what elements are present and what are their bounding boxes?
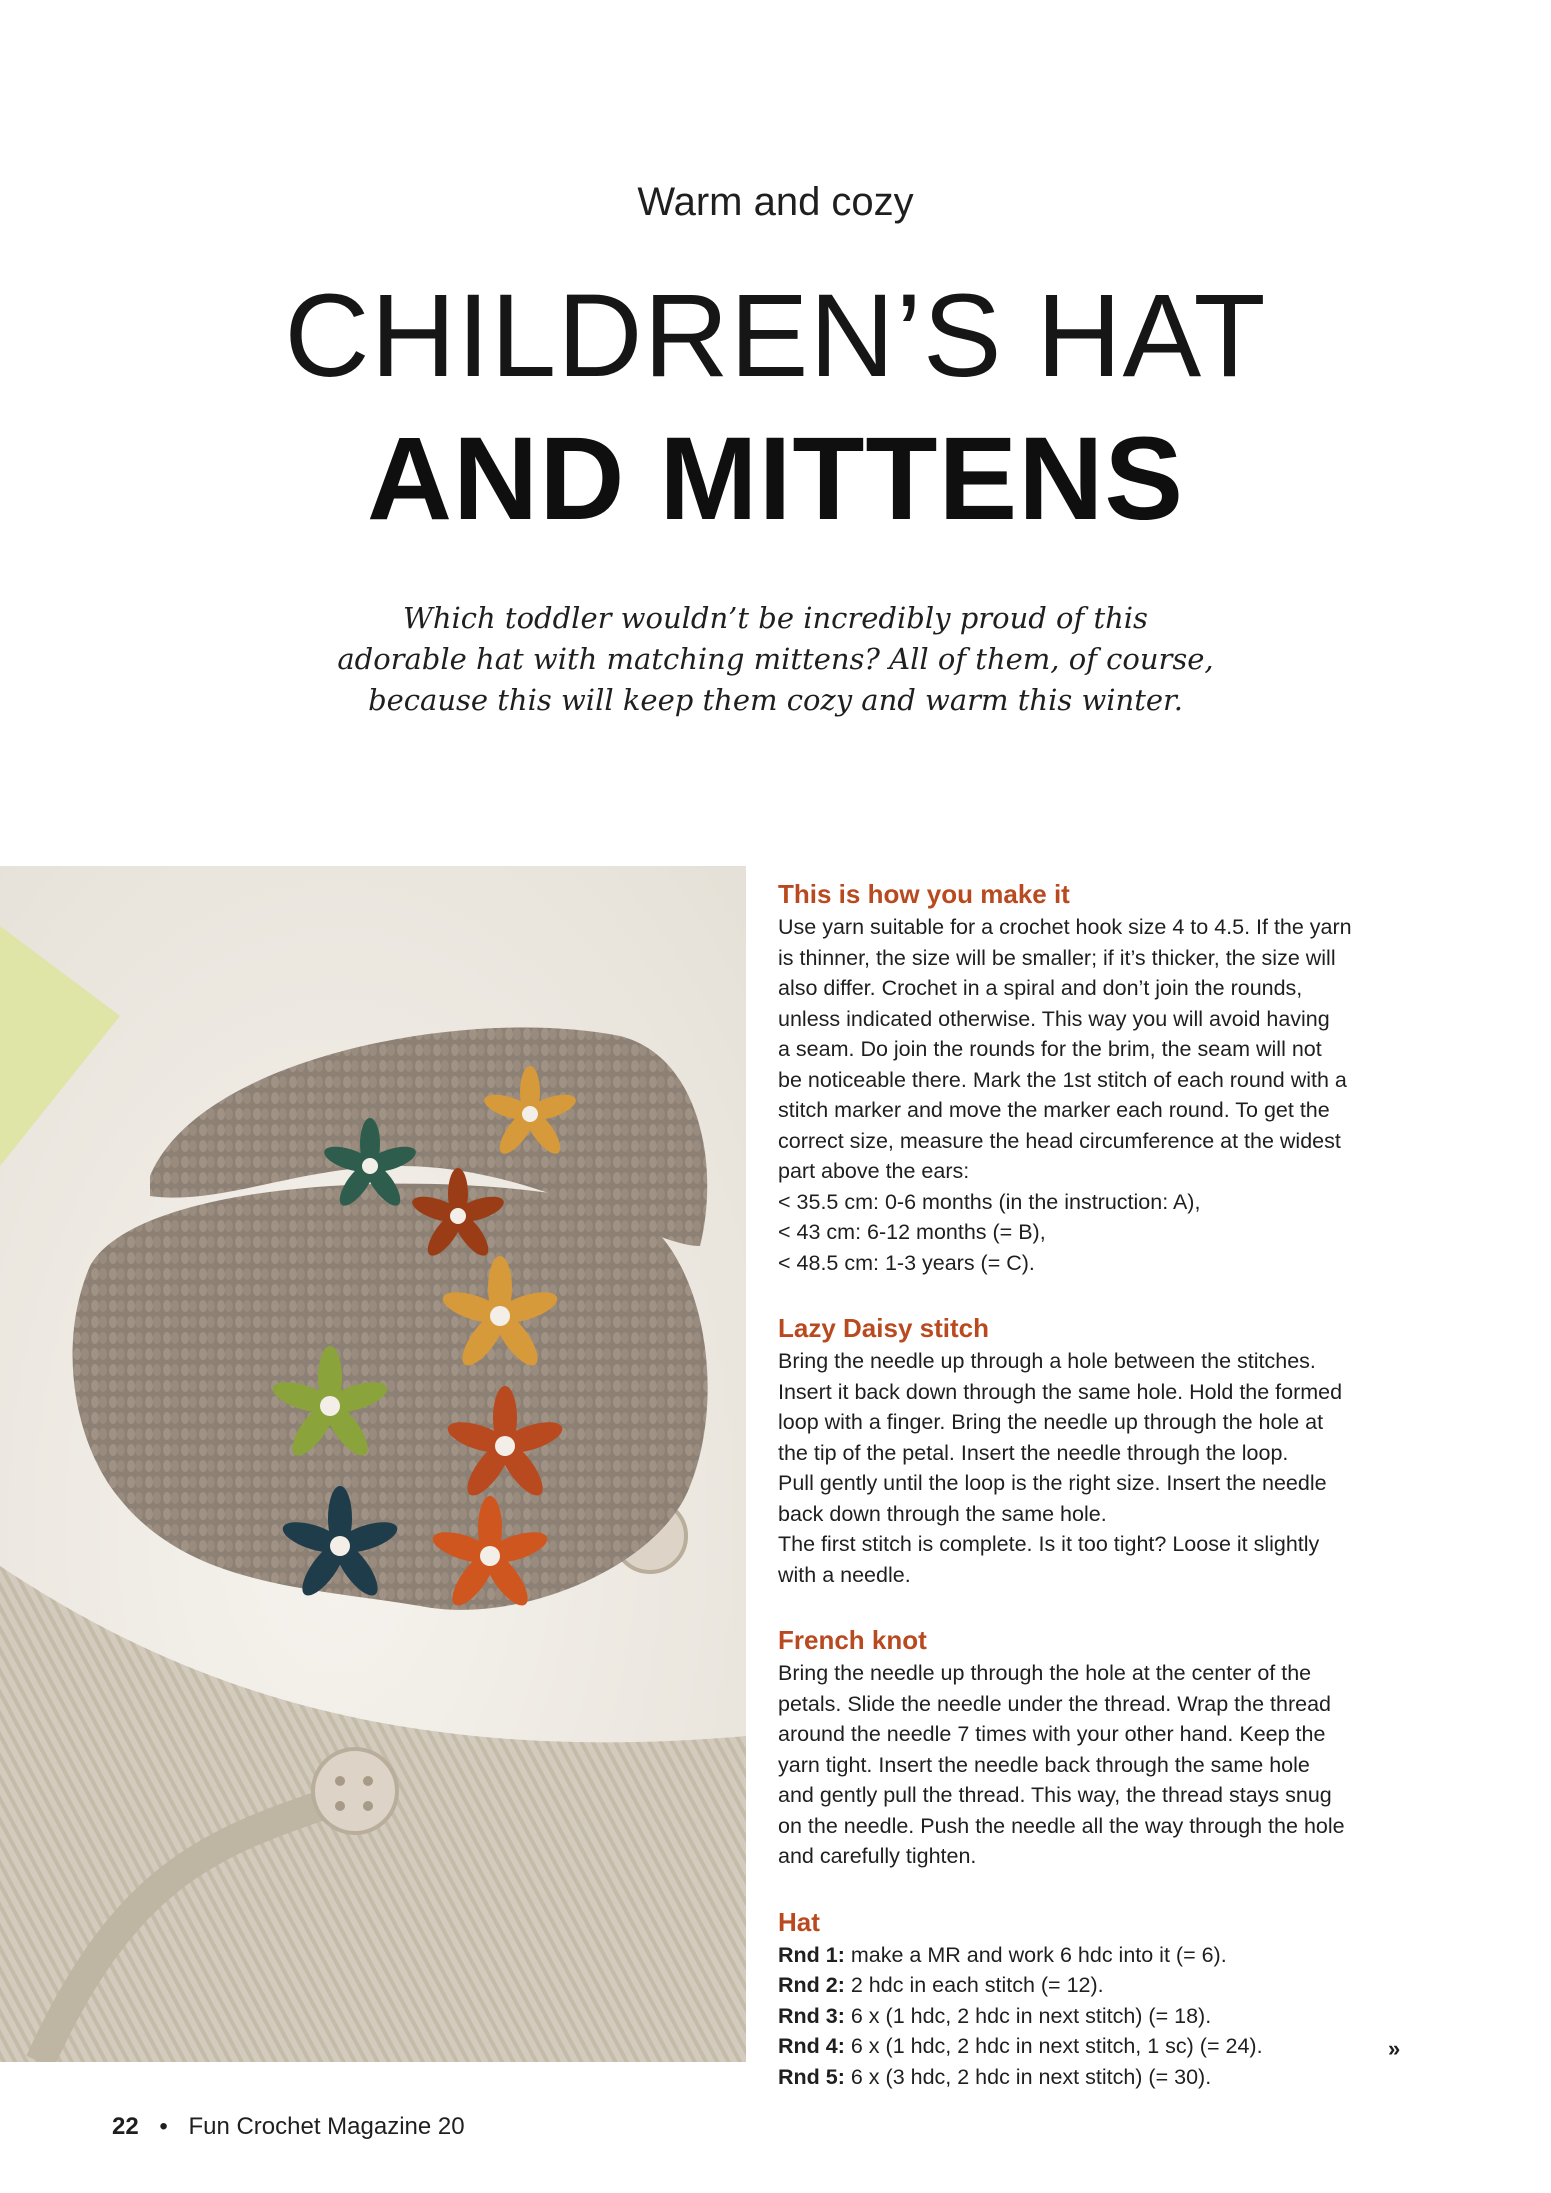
kicker: Warm and cozy [637, 180, 914, 224]
section-heading: French knot [778, 1625, 927, 1655]
page-footer [112, 2113, 465, 2141]
intro-line: because this will keep them cozy and warm this winter. [368, 683, 1183, 717]
instructions-column [778, 876, 1418, 2124]
title-line-2: AND MITTENS [366, 413, 1185, 545]
section-french-knot [778, 1622, 1418, 1872]
section-heading: Hat [778, 1906, 820, 1937]
round-item: Rnd 5: 6 x (3 hdc, 2 hdc in next stitch) (= 30). [778, 2064, 1212, 2089]
intro-line: adorable hat with matching mittens? All of them, of course, [337, 642, 1214, 676]
rounds-list [778, 1940, 1418, 2093]
round-item: Rnd 4: 6 x (1 hdc, 2 hdc in next stitch, 1 sc) (= 24). [778, 2034, 1263, 2058]
intro-paragraph [300, 598, 1251, 721]
section-lazy-daisy [778, 1310, 1418, 1590]
section-heading: This is how you make it [778, 879, 1070, 909]
section-body: Bring the needle up through a hole between the stitches. Insert it back down through the same hole. Hold the formed loop with a finger. Bring the needle up through the hole at the tip of the petal. Insert the needle through the loop. Pull gently until the loop is the right size. Insert the needle back down through the same hole. The first stitch is complete. Is it too tight? Loose it slightly with a needle. [778, 1349, 1343, 1587]
intro-line: Which toddler wouldn’t be incredibly proud of this [403, 601, 1148, 635]
page-number: 22 [112, 2113, 139, 2140]
magazine-name: Fun Crochet Magazine 20 [188, 2113, 465, 2140]
hat-mittens-photo [0, 866, 746, 2062]
round-item: Rnd 3: 6 x (1 hdc, 2 hdc in next stitch) (= 18). [778, 2003, 1212, 2028]
title-line-1: CHILDREN’S HAT [284, 270, 1267, 402]
section-hat [778, 1904, 1418, 2093]
round-item: Rnd 1: make a MR and work 6 hdc into it (= 6). [778, 1942, 1227, 1967]
footer-bullet: • [159, 2113, 168, 2140]
round-item: Rnd 2: 2 hdc in each stitch (= 12). [778, 1973, 1104, 1997]
continue-marker: » [1388, 2036, 1401, 2061]
section-how-to [778, 876, 1418, 1278]
section-body: Bring the needle up through the hole at the center of the petals. Slide the needle under the thread. Wrap the thread around the needle 7 times with your other hand. Keep the yarn tight. Insert the needle back through the same hole and gently pull the thread. This way, the thread stays snug on the needle. Push the needle all the way through the hole and carefully tighten. [778, 1661, 1345, 1868]
section-heading: Lazy Daisy stitch [778, 1313, 989, 1343]
section-body: Use yarn suitable for a crochet hook size 4 to 4.5. If the yarn is thinner, the size will be smaller; if it’s thicker, the size will also differ. Crochet in a spiral and don’t join the rounds, unless indicated otherwise. This way you will avoid having a seam. Do join the rounds for the brim, the seam will not be noticeable there. Mark the 1st stitch of each round with a stitch marker and move the marker each round. To get the correct size, measure the head circumference at the widest part above the ears: < 35.5 cm: 0-6 months (in the instruction: A), < 43 cm: 6-12 months (= B), < 48.5 cm: 1-3 years (= C). [778, 915, 1352, 1275]
